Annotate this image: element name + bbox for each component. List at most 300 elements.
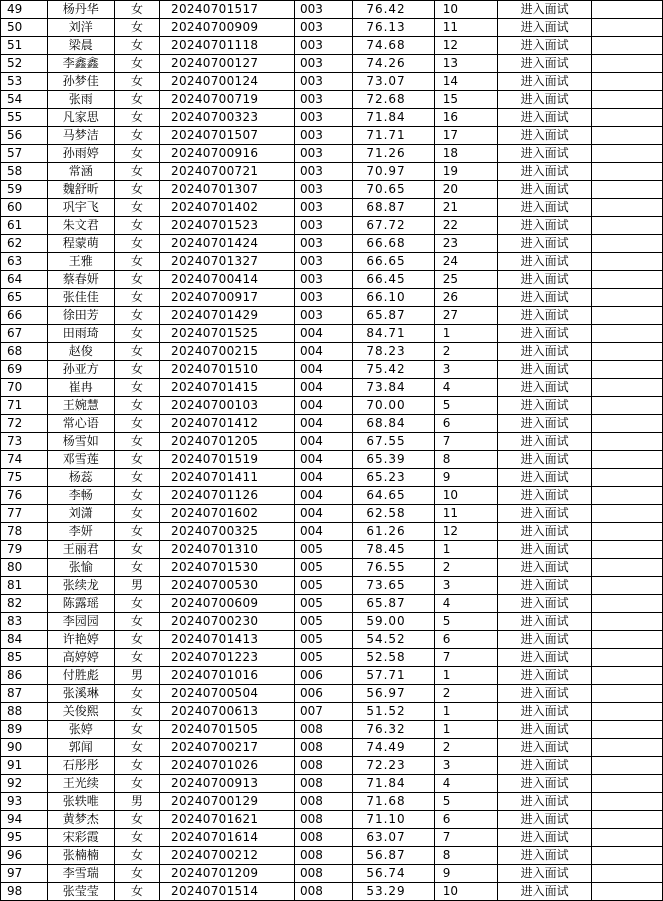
row-seq-cell: 54 [1, 91, 48, 109]
row-seq-cell: 64 [1, 271, 48, 289]
empty-cell [591, 361, 662, 379]
empty-cell [591, 55, 662, 73]
row-seq-cell: 67 [1, 325, 48, 343]
table-row [1, 847, 663, 865]
row-rank-cell: 17 [434, 127, 498, 145]
row-seq-cell: 92 [1, 775, 48, 793]
empty-cell [591, 235, 662, 253]
row-name-cell: 常心语 [47, 415, 114, 433]
table-row [1, 163, 663, 181]
table-row [1, 397, 663, 415]
row-score-cell: 63.07 [353, 829, 434, 847]
row-result-cell: 进入面试 [498, 793, 591, 811]
row-result-cell: 进入面试 [498, 667, 591, 685]
table-row [1, 199, 663, 217]
row-rank-cell: 22 [434, 217, 498, 235]
row-position-code-cell: 008 [295, 829, 353, 847]
row-result-cell: 进入面试 [498, 73, 591, 91]
table-row [1, 829, 663, 847]
row-result-cell: 进入面试 [498, 91, 591, 109]
row-position-code-cell: 003 [295, 163, 353, 181]
row-score-cell: 65.39 [353, 451, 434, 469]
empty-cell [591, 541, 662, 559]
empty-cell [591, 685, 662, 703]
row-exam-id-cell: 20240700414 [160, 271, 295, 289]
row-rank-cell: 4 [434, 595, 498, 613]
row-sex-cell: 女 [114, 883, 159, 901]
row-score-cell: 65.23 [353, 469, 434, 487]
row-seq-cell: 75 [1, 469, 48, 487]
empty-cell [591, 577, 662, 595]
row-seq-cell: 66 [1, 307, 48, 325]
row-seq-cell: 82 [1, 595, 48, 613]
row-sex-cell: 女 [114, 739, 159, 757]
row-position-code-cell: 003 [295, 199, 353, 217]
row-name-cell: 宋彩霞 [47, 829, 114, 847]
row-exam-id-cell: 20240700721 [160, 163, 295, 181]
row-exam-id-cell: 20240700913 [160, 775, 295, 793]
row-exam-id-cell: 20240700127 [160, 55, 295, 73]
row-rank-cell: 1 [434, 667, 498, 685]
row-rank-cell: 2 [434, 685, 498, 703]
row-rank-cell: 5 [434, 613, 498, 631]
row-name-cell: 许艳婷 [47, 631, 114, 649]
row-rank-cell: 4 [434, 379, 498, 397]
table-row [1, 451, 663, 469]
row-score-cell: 76.42 [353, 1, 434, 19]
row-seq-cell: 88 [1, 703, 48, 721]
row-seq-cell: 60 [1, 199, 48, 217]
empty-cell [591, 181, 662, 199]
table-row [1, 361, 663, 379]
row-seq-cell: 84 [1, 631, 48, 649]
table-row [1, 757, 663, 775]
row-seq-cell: 78 [1, 523, 48, 541]
row-exam-id-cell: 20240701026 [160, 757, 295, 775]
row-seq-cell: 52 [1, 55, 48, 73]
row-exam-id-cell: 20240701517 [160, 1, 295, 19]
empty-cell [591, 487, 662, 505]
row-result-cell: 进入面试 [498, 757, 591, 775]
row-score-cell: 71.10 [353, 811, 434, 829]
row-exam-id-cell: 20240701310 [160, 541, 295, 559]
table-row [1, 649, 663, 667]
empty-cell [591, 883, 662, 901]
row-exam-id-cell: 20240700916 [160, 145, 295, 163]
row-score-cell: 76.13 [353, 19, 434, 37]
row-rank-cell: 9 [434, 865, 498, 883]
row-rank-cell: 5 [434, 397, 498, 415]
row-position-code-cell: 004 [295, 523, 353, 541]
row-score-cell: 68.87 [353, 199, 434, 217]
row-result-cell: 进入面试 [498, 343, 591, 361]
row-seq-cell: 71 [1, 397, 48, 415]
row-position-code-cell: 004 [295, 451, 353, 469]
row-result-cell: 进入面试 [498, 865, 591, 883]
row-sex-cell: 女 [114, 685, 159, 703]
table-row [1, 37, 663, 55]
table-row [1, 181, 663, 199]
row-rank-cell: 11 [434, 19, 498, 37]
table-row [1, 487, 663, 505]
row-position-code-cell: 003 [295, 289, 353, 307]
row-rank-cell: 1 [434, 703, 498, 721]
row-position-code-cell: 003 [295, 91, 353, 109]
row-exam-id-cell: 20240701126 [160, 487, 295, 505]
row-score-cell: 78.45 [353, 541, 434, 559]
row-position-code-cell: 008 [295, 721, 353, 739]
row-seq-cell: 63 [1, 253, 48, 271]
empty-cell [591, 37, 662, 55]
row-seq-cell: 77 [1, 505, 48, 523]
empty-cell [591, 19, 662, 37]
table-row [1, 523, 663, 541]
table-row [1, 343, 663, 361]
row-score-cell: 65.87 [353, 307, 434, 325]
row-result-cell: 进入面试 [498, 883, 591, 901]
row-result-cell: 进入面试 [498, 577, 591, 595]
row-rank-cell: 16 [434, 109, 498, 127]
table-body [1, 1, 663, 901]
row-sex-cell: 女 [114, 397, 159, 415]
row-score-cell: 71.84 [353, 775, 434, 793]
row-position-code-cell: 003 [295, 181, 353, 199]
row-exam-id-cell: 20240701307 [160, 181, 295, 199]
row-seq-cell: 73 [1, 433, 48, 451]
row-sex-cell: 女 [114, 325, 159, 343]
row-score-cell: 53.29 [353, 883, 434, 901]
row-seq-cell: 68 [1, 343, 48, 361]
row-rank-cell: 2 [434, 343, 498, 361]
row-sex-cell: 男 [114, 577, 159, 595]
row-exam-id-cell: 20240700613 [160, 703, 295, 721]
row-seq-cell: 85 [1, 649, 48, 667]
table-row [1, 1, 663, 19]
table-row [1, 667, 663, 685]
row-exam-id-cell: 20240700217 [160, 739, 295, 757]
table-row [1, 253, 663, 271]
row-rank-cell: 6 [434, 811, 498, 829]
table-row [1, 793, 663, 811]
empty-cell [591, 397, 662, 415]
table-row [1, 73, 663, 91]
row-seq-cell: 96 [1, 847, 48, 865]
row-rank-cell: 24 [434, 253, 498, 271]
row-sex-cell: 女 [114, 415, 159, 433]
row-name-cell: 张莹莹 [47, 883, 114, 901]
table-row [1, 595, 663, 613]
row-position-code-cell: 004 [295, 361, 353, 379]
row-name-cell: 孙梦佳 [47, 73, 114, 91]
empty-cell [591, 793, 662, 811]
empty-cell [591, 433, 662, 451]
row-sex-cell: 女 [114, 559, 159, 577]
row-result-cell: 进入面试 [498, 433, 591, 451]
empty-cell [591, 271, 662, 289]
row-result-cell: 进入面试 [498, 559, 591, 577]
row-score-cell: 52.58 [353, 649, 434, 667]
row-score-cell: 54.52 [353, 631, 434, 649]
row-rank-cell: 8 [434, 847, 498, 865]
empty-cell [591, 379, 662, 397]
row-seq-cell: 49 [1, 1, 48, 19]
row-name-cell: 李雪瑞 [47, 865, 114, 883]
row-seq-cell: 55 [1, 109, 48, 127]
row-result-cell: 进入面试 [498, 613, 591, 631]
row-rank-cell: 25 [434, 271, 498, 289]
empty-cell [591, 199, 662, 217]
row-name-cell: 孙亚方 [47, 361, 114, 379]
row-position-code-cell: 005 [295, 577, 353, 595]
empty-cell [591, 109, 662, 127]
row-rank-cell: 12 [434, 37, 498, 55]
row-position-code-cell: 003 [295, 19, 353, 37]
row-sex-cell: 女 [114, 73, 159, 91]
row-exam-id-cell: 20240701205 [160, 433, 295, 451]
row-rank-cell: 7 [434, 649, 498, 667]
row-sex-cell: 女 [114, 523, 159, 541]
row-position-code-cell: 003 [295, 145, 353, 163]
row-seq-cell: 50 [1, 19, 48, 37]
row-position-code-cell: 008 [295, 883, 353, 901]
row-rank-cell: 4 [434, 775, 498, 793]
row-sex-cell: 女 [114, 487, 159, 505]
row-rank-cell: 26 [434, 289, 498, 307]
row-score-cell: 56.87 [353, 847, 434, 865]
row-sex-cell: 女 [114, 505, 159, 523]
row-rank-cell: 2 [434, 739, 498, 757]
row-score-cell: 67.55 [353, 433, 434, 451]
row-rank-cell: 19 [434, 163, 498, 181]
row-score-cell: 68.84 [353, 415, 434, 433]
row-name-cell: 赵俊 [47, 343, 114, 361]
row-result-cell: 进入面试 [498, 739, 591, 757]
table-row [1, 541, 663, 559]
row-result-cell: 进入面试 [498, 415, 591, 433]
row-sex-cell: 女 [114, 451, 159, 469]
row-sex-cell: 男 [114, 793, 159, 811]
row-position-code-cell: 006 [295, 685, 353, 703]
table-row [1, 325, 663, 343]
row-seq-cell: 72 [1, 415, 48, 433]
row-result-cell: 进入面试 [498, 631, 591, 649]
table-row [1, 109, 663, 127]
row-name-cell: 王婉慧 [47, 397, 114, 415]
empty-cell [591, 613, 662, 631]
row-position-code-cell: 003 [295, 1, 353, 19]
row-name-cell: 李畅 [47, 487, 114, 505]
empty-cell [591, 415, 662, 433]
row-result-cell: 进入面试 [498, 379, 591, 397]
empty-cell [591, 667, 662, 685]
row-result-cell: 进入面试 [498, 253, 591, 271]
row-rank-cell: 23 [434, 235, 498, 253]
row-exam-id-cell: 20240701411 [160, 469, 295, 487]
row-result-cell: 进入面试 [498, 145, 591, 163]
row-sex-cell: 女 [114, 37, 159, 55]
row-score-cell: 65.87 [353, 595, 434, 613]
table-row [1, 217, 663, 235]
row-name-cell: 关俊熙 [47, 703, 114, 721]
row-result-cell: 进入面试 [498, 289, 591, 307]
row-seq-cell: 90 [1, 739, 48, 757]
row-result-cell: 进入面试 [498, 307, 591, 325]
row-sex-cell: 女 [114, 271, 159, 289]
row-rank-cell: 13 [434, 55, 498, 73]
row-score-cell: 71.84 [353, 109, 434, 127]
row-result-cell: 进入面试 [498, 703, 591, 721]
row-score-cell: 75.42 [353, 361, 434, 379]
row-exam-id-cell: 20240701413 [160, 631, 295, 649]
row-sex-cell: 女 [114, 253, 159, 271]
row-name-cell: 凡家思 [47, 109, 114, 127]
row-position-code-cell: 005 [295, 595, 353, 613]
row-score-cell: 72.23 [353, 757, 434, 775]
row-sex-cell: 女 [114, 1, 159, 19]
row-sex-cell: 女 [114, 379, 159, 397]
row-name-cell: 王光续 [47, 775, 114, 793]
row-exam-id-cell: 20240701514 [160, 883, 295, 901]
row-seq-cell: 56 [1, 127, 48, 145]
row-rank-cell: 10 [434, 1, 498, 19]
row-exam-id-cell: 20240701118 [160, 37, 295, 55]
row-rank-cell: 11 [434, 505, 498, 523]
table-row [1, 739, 663, 757]
row-seq-cell: 91 [1, 757, 48, 775]
empty-cell [591, 307, 662, 325]
row-seq-cell: 87 [1, 685, 48, 703]
row-name-cell: 张雨 [47, 91, 114, 109]
row-score-cell: 84.71 [353, 325, 434, 343]
row-rank-cell: 7 [434, 829, 498, 847]
row-result-cell: 进入面试 [498, 811, 591, 829]
table-row [1, 127, 663, 145]
row-exam-id-cell: 20240700909 [160, 19, 295, 37]
row-rank-cell: 27 [434, 307, 498, 325]
row-exam-id-cell: 20240701424 [160, 235, 295, 253]
table-row [1, 505, 663, 523]
row-score-cell: 64.65 [353, 487, 434, 505]
row-position-code-cell: 005 [295, 631, 353, 649]
empty-cell [591, 1, 662, 19]
row-result-cell: 进入面试 [498, 523, 591, 541]
row-exam-id-cell: 20240700129 [160, 793, 295, 811]
table-row [1, 289, 663, 307]
row-position-code-cell: 005 [295, 559, 353, 577]
row-rank-cell: 1 [434, 325, 498, 343]
row-exam-id-cell: 20240701621 [160, 811, 295, 829]
row-rank-cell: 12 [434, 523, 498, 541]
row-rank-cell: 21 [434, 199, 498, 217]
row-score-cell: 56.74 [353, 865, 434, 883]
row-name-cell: 田雨琦 [47, 325, 114, 343]
table-row [1, 811, 663, 829]
row-position-code-cell: 004 [295, 505, 353, 523]
table-row [1, 379, 663, 397]
empty-cell [591, 325, 662, 343]
row-result-cell: 进入面试 [498, 163, 591, 181]
row-exam-id-cell: 20240700719 [160, 91, 295, 109]
table-row [1, 19, 663, 37]
row-sex-cell: 女 [114, 703, 159, 721]
row-result-cell: 进入面试 [498, 721, 591, 739]
empty-cell [591, 469, 662, 487]
row-score-cell: 62.58 [353, 505, 434, 523]
row-rank-cell: 1 [434, 721, 498, 739]
row-sex-cell: 女 [114, 469, 159, 487]
row-exam-id-cell: 20240701602 [160, 505, 295, 523]
row-name-cell: 程蒙萌 [47, 235, 114, 253]
row-sex-cell: 女 [114, 199, 159, 217]
row-score-cell: 74.26 [353, 55, 434, 73]
table-row [1, 613, 663, 631]
row-name-cell: 陈露瑶 [47, 595, 114, 613]
empty-cell [591, 703, 662, 721]
row-seq-cell: 61 [1, 217, 48, 235]
row-score-cell: 73.07 [353, 73, 434, 91]
table-row [1, 307, 663, 325]
row-exam-id-cell: 20240700609 [160, 595, 295, 613]
table-row [1, 577, 663, 595]
row-position-code-cell: 003 [295, 253, 353, 271]
row-exam-id-cell: 20240700212 [160, 847, 295, 865]
row-sex-cell: 女 [114, 757, 159, 775]
row-sex-cell: 女 [114, 163, 159, 181]
row-name-cell: 李鑫鑫 [47, 55, 114, 73]
row-position-code-cell: 005 [295, 613, 353, 631]
row-rank-cell: 6 [434, 415, 498, 433]
empty-cell [591, 829, 662, 847]
row-name-cell: 李妍 [47, 523, 114, 541]
row-name-cell: 梁晨 [47, 37, 114, 55]
row-name-cell: 李园园 [47, 613, 114, 631]
row-rank-cell: 3 [434, 757, 498, 775]
row-position-code-cell: 003 [295, 55, 353, 73]
row-sex-cell: 女 [114, 613, 159, 631]
row-name-cell: 张轶唯 [47, 793, 114, 811]
row-result-cell: 进入面试 [498, 19, 591, 37]
empty-cell [591, 217, 662, 235]
row-name-cell: 邓雪莲 [47, 451, 114, 469]
row-sex-cell: 女 [114, 307, 159, 325]
row-result-cell: 进入面试 [498, 217, 591, 235]
row-position-code-cell: 003 [295, 235, 353, 253]
row-sex-cell: 女 [114, 649, 159, 667]
row-result-cell: 进入面试 [498, 847, 591, 865]
row-score-cell: 71.26 [353, 145, 434, 163]
row-rank-cell: 1 [434, 541, 498, 559]
row-result-cell: 进入面试 [498, 685, 591, 703]
row-exam-id-cell: 20240701614 [160, 829, 295, 847]
row-name-cell: 王雅 [47, 253, 114, 271]
row-position-code-cell: 006 [295, 667, 353, 685]
row-name-cell: 张佳佳 [47, 289, 114, 307]
row-name-cell: 杨蕊 [47, 469, 114, 487]
empty-cell [591, 811, 662, 829]
empty-cell [591, 91, 662, 109]
row-name-cell: 巩宇飞 [47, 199, 114, 217]
row-result-cell: 进入面试 [498, 397, 591, 415]
row-sex-cell: 女 [114, 217, 159, 235]
row-result-cell: 进入面试 [498, 595, 591, 613]
table-row [1, 883, 663, 901]
row-name-cell: 石彤彤 [47, 757, 114, 775]
row-score-cell: 57.71 [353, 667, 434, 685]
row-name-cell: 张续龙 [47, 577, 114, 595]
row-exam-id-cell: 20240701519 [160, 451, 295, 469]
row-rank-cell: 3 [434, 577, 498, 595]
row-name-cell: 崔冉 [47, 379, 114, 397]
